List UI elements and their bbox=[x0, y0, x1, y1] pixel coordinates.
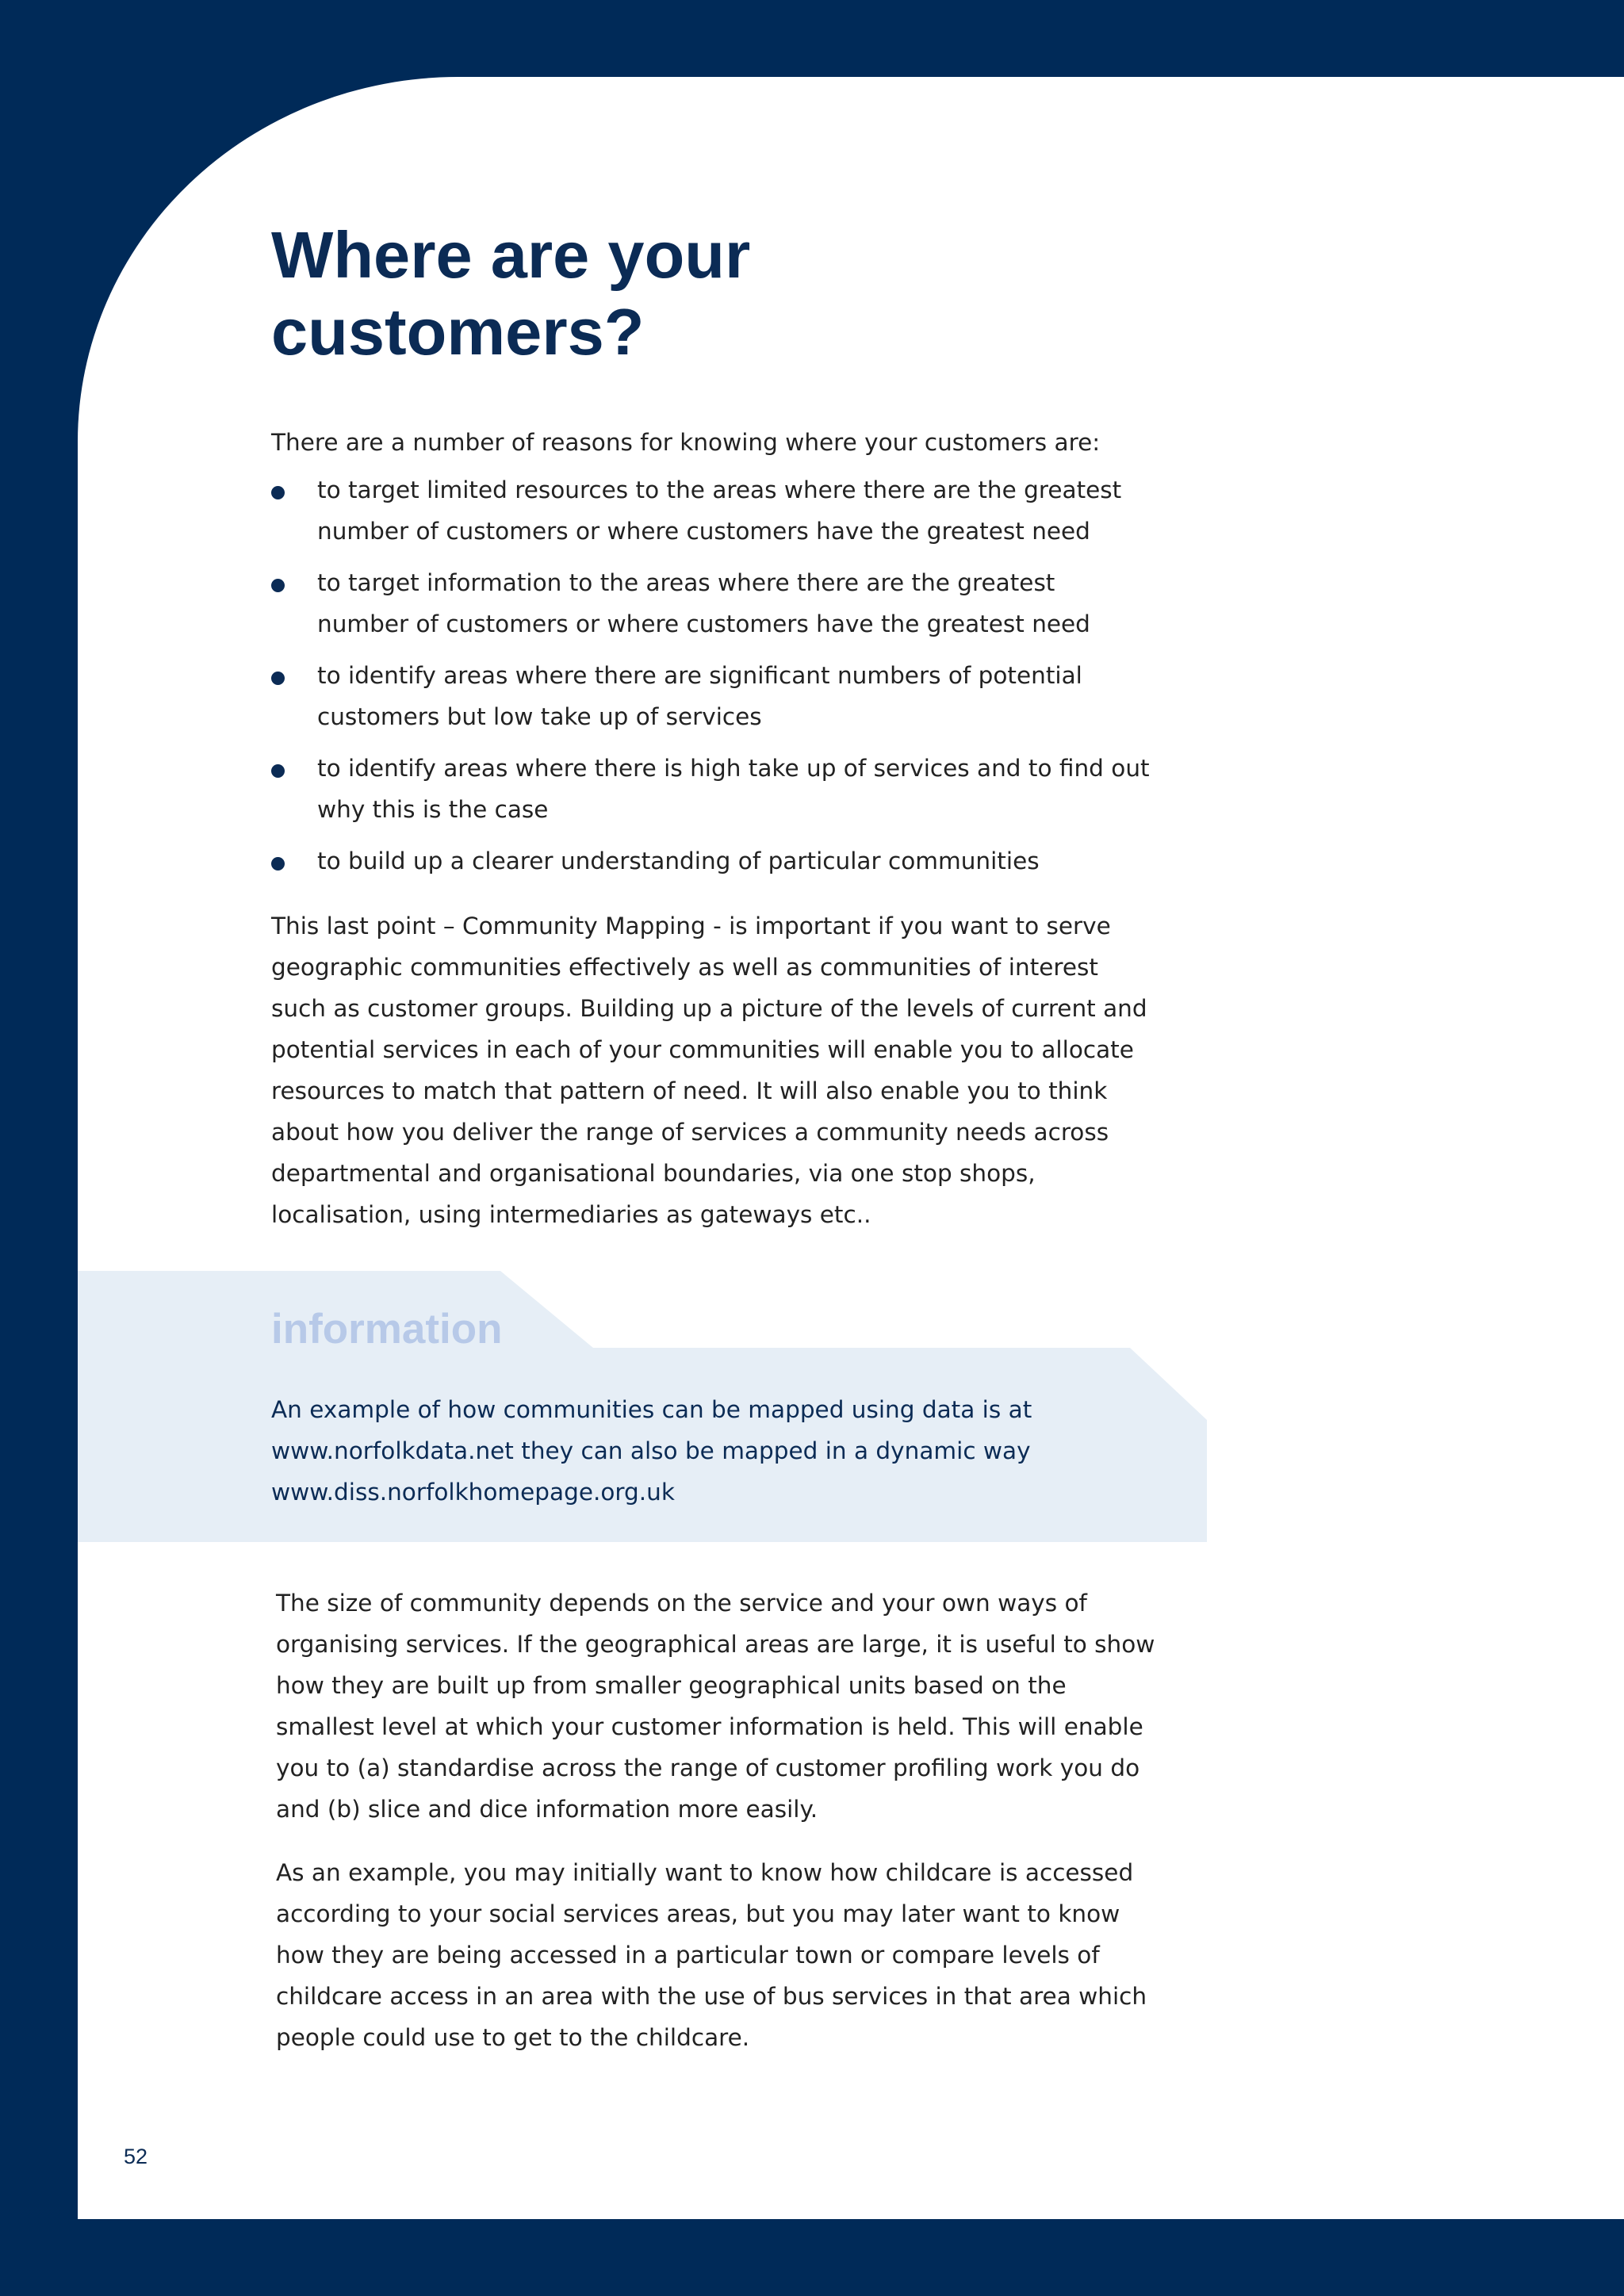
list-item bbox=[271, 562, 1151, 645]
bullet-icon bbox=[271, 857, 285, 871]
list-item-text: to identify areas where there is high take up of services and to find out why this is the case bbox=[317, 755, 1150, 823]
list-item bbox=[271, 655, 1151, 737]
information-text: An example of how communities can be mapped using data is at www.norfolkdata.net they can also be mapped in a dynamic way www.diss.norfolkhomepage.org.uk bbox=[271, 1396, 1032, 1506]
list-item-text: to build up a clearer understanding of particular communities bbox=[317, 848, 1040, 874]
list-item-text: to target information to the areas where there are the greatest number of customers or where customers have the greatest need bbox=[317, 569, 1090, 637]
page-number: 52 bbox=[124, 2145, 148, 2168]
information-heading: information bbox=[271, 1306, 503, 1353]
bullet-icon bbox=[271, 672, 285, 685]
list-item-text: to target limited resources to the areas where there are the greatest number of customers or where customers have the greatest need bbox=[317, 476, 1122, 545]
information-box bbox=[78, 1271, 1207, 1542]
reasons-list bbox=[271, 469, 1151, 892]
list-item-text: to identify areas where there are significant numbers of potential customers but low take up of services bbox=[317, 662, 1082, 730]
list-item bbox=[271, 840, 1151, 882]
community-size-paragraph: The size of community depends on the service and your own ways of organising services. If the geographical areas are large, it is useful to show how they are built up from smaller geographical units based on the smallest level at which your customer information is held. This will enable you to (a) standardise across the range of customer profiling work you do and (b) slice and dice information more easily. bbox=[276, 1590, 1155, 1823]
list-item bbox=[271, 469, 1151, 552]
list-item bbox=[271, 748, 1151, 830]
bullet-icon bbox=[271, 486, 285, 499]
childcare-example-paragraph: As an example, you may initially want to know how childcare is accessed according to your social services areas, but you may later want to know how they are being accessed in a particular town or compare levels of childcare access in an area with the use of bus services in that area which people could use to get to the childcare. bbox=[276, 1859, 1147, 2051]
community-mapping-paragraph: This last point – Community Mapping - is important if you want to serve geographic communities effectively as well as communities of interest such as customer groups. Building up a picture of the levels of current and potential services in each of your communities will enable you to allocate resources to match that pattern of need. It will also enable you to think about how you deliver the range of services a community needs across departmental and organisational boundaries, via one stop shops, localisation, using intermediaries as gateways etc.. bbox=[271, 913, 1147, 1228]
intro-paragraph: There are a number of reasons for knowing where your customers are: bbox=[271, 429, 1101, 456]
bullet-icon bbox=[271, 579, 285, 592]
page-title: Where are your customers? bbox=[271, 218, 751, 369]
bullet-icon bbox=[271, 764, 285, 778]
